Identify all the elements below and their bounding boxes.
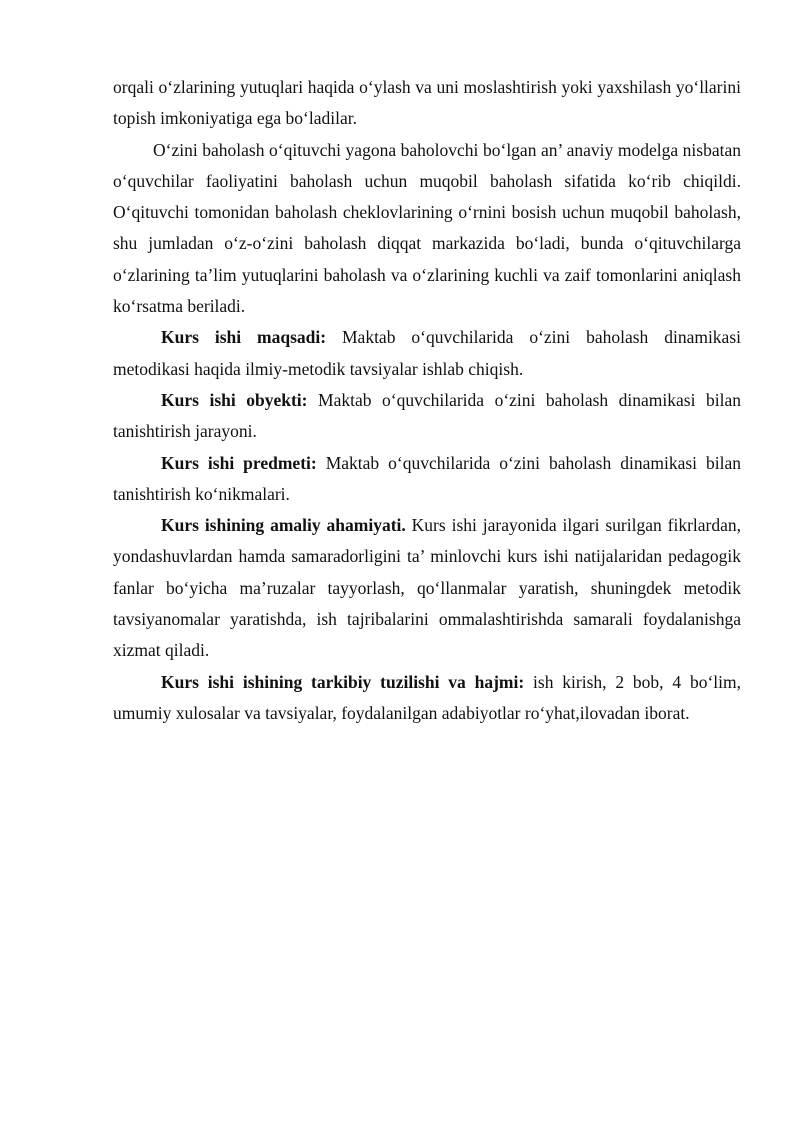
paragraph-lead: Kurs ishi predmeti: [161, 452, 317, 473]
paragraph-text: orqali o‘zlarining yutuqlari haqida o‘ylash va uni moslashtirish yoki yaxshilash yo‘llarini topish imkoniyatiga ega bo‘ladilar. [113, 77, 741, 129]
paragraph-text: ish kirish, 2 bob, 4 bo‘lim, umumiy xulosalar va tavsiyalar, foydalanilgan adabiyotlar ro‘yhat,ilovadan iborat. [113, 671, 742, 723]
paragraph-lead: Kurs ishi maqsadi: [161, 327, 327, 348]
paragraph-subject [113, 448, 741, 511]
paragraph-text: Maktab o‘quvchilarida o‘zini baholash dinamikasi bilan tanishtirish jarayoni. [113, 389, 741, 442]
paragraph-text: Kurs ishi jarayonida ilgari surilgan fikrlardan, yondashuvlardan hamda samaradorligini ta’ minlovchi kurs ishi natijalaridan pedagogik fanlar bo‘yicha ma’ruzalar tayyorlash, qo‘llanmalar yaratish, shuningdek metodik tavsiyanomalar yaratishda, ish tajribalarini ommalashtirishda samarali foydalanishga xizmat qiladi. [113, 515, 742, 661]
paragraph-text: O‘zini baholash o‘qituvchi yagona baholovchi bo‘lgan an’ anaviy modelga nisbatan o‘quvchilar faoliyatini baholash uchun muqobil baholash sifatida ko‘rib chiqildi. O‘qituvchi tomonidan baholash cheklovlarining o‘rnini bosish uchun muqobil baholash, shu jumladan o‘z-o‘zini baholash diqqat markazida bo‘ladi, bunda o‘qituvchilarga o‘zlarining ta’lim yutuqlarini baholash va o‘zlarining kuchli va zaif tomonlarini aniqlash ko‘rsatma beriladi. [113, 139, 741, 317]
paragraph-text: Maktab o‘quvchilarida o‘zini baholash dinamikasi bilan tanishtirish ko‘nikmalari. [113, 452, 741, 504]
paragraph-self-assessment [113, 135, 741, 323]
paragraph-continuation [113, 72, 741, 135]
paragraph-lead: Kurs ishi obyekti: [161, 389, 308, 410]
paragraph-goal [113, 322, 741, 385]
paragraph-object [113, 385, 741, 448]
paragraph-structure [113, 667, 741, 730]
paragraph-text: Maktab o‘quvchilarida o‘zini baholash dinamikasi metodikasi haqida ilmiy-metodik tavsiyalar ishlab chiqish. [113, 327, 741, 379]
document-body [113, 72, 741, 729]
paragraph-practical-significance [113, 510, 741, 666]
paragraph-lead: Kurs ishi ishining tarkibiy tuzilishi va hajmi: [161, 671, 525, 692]
paragraph-lead: Kurs ishining amaliy ahamiyati. [161, 515, 406, 536]
